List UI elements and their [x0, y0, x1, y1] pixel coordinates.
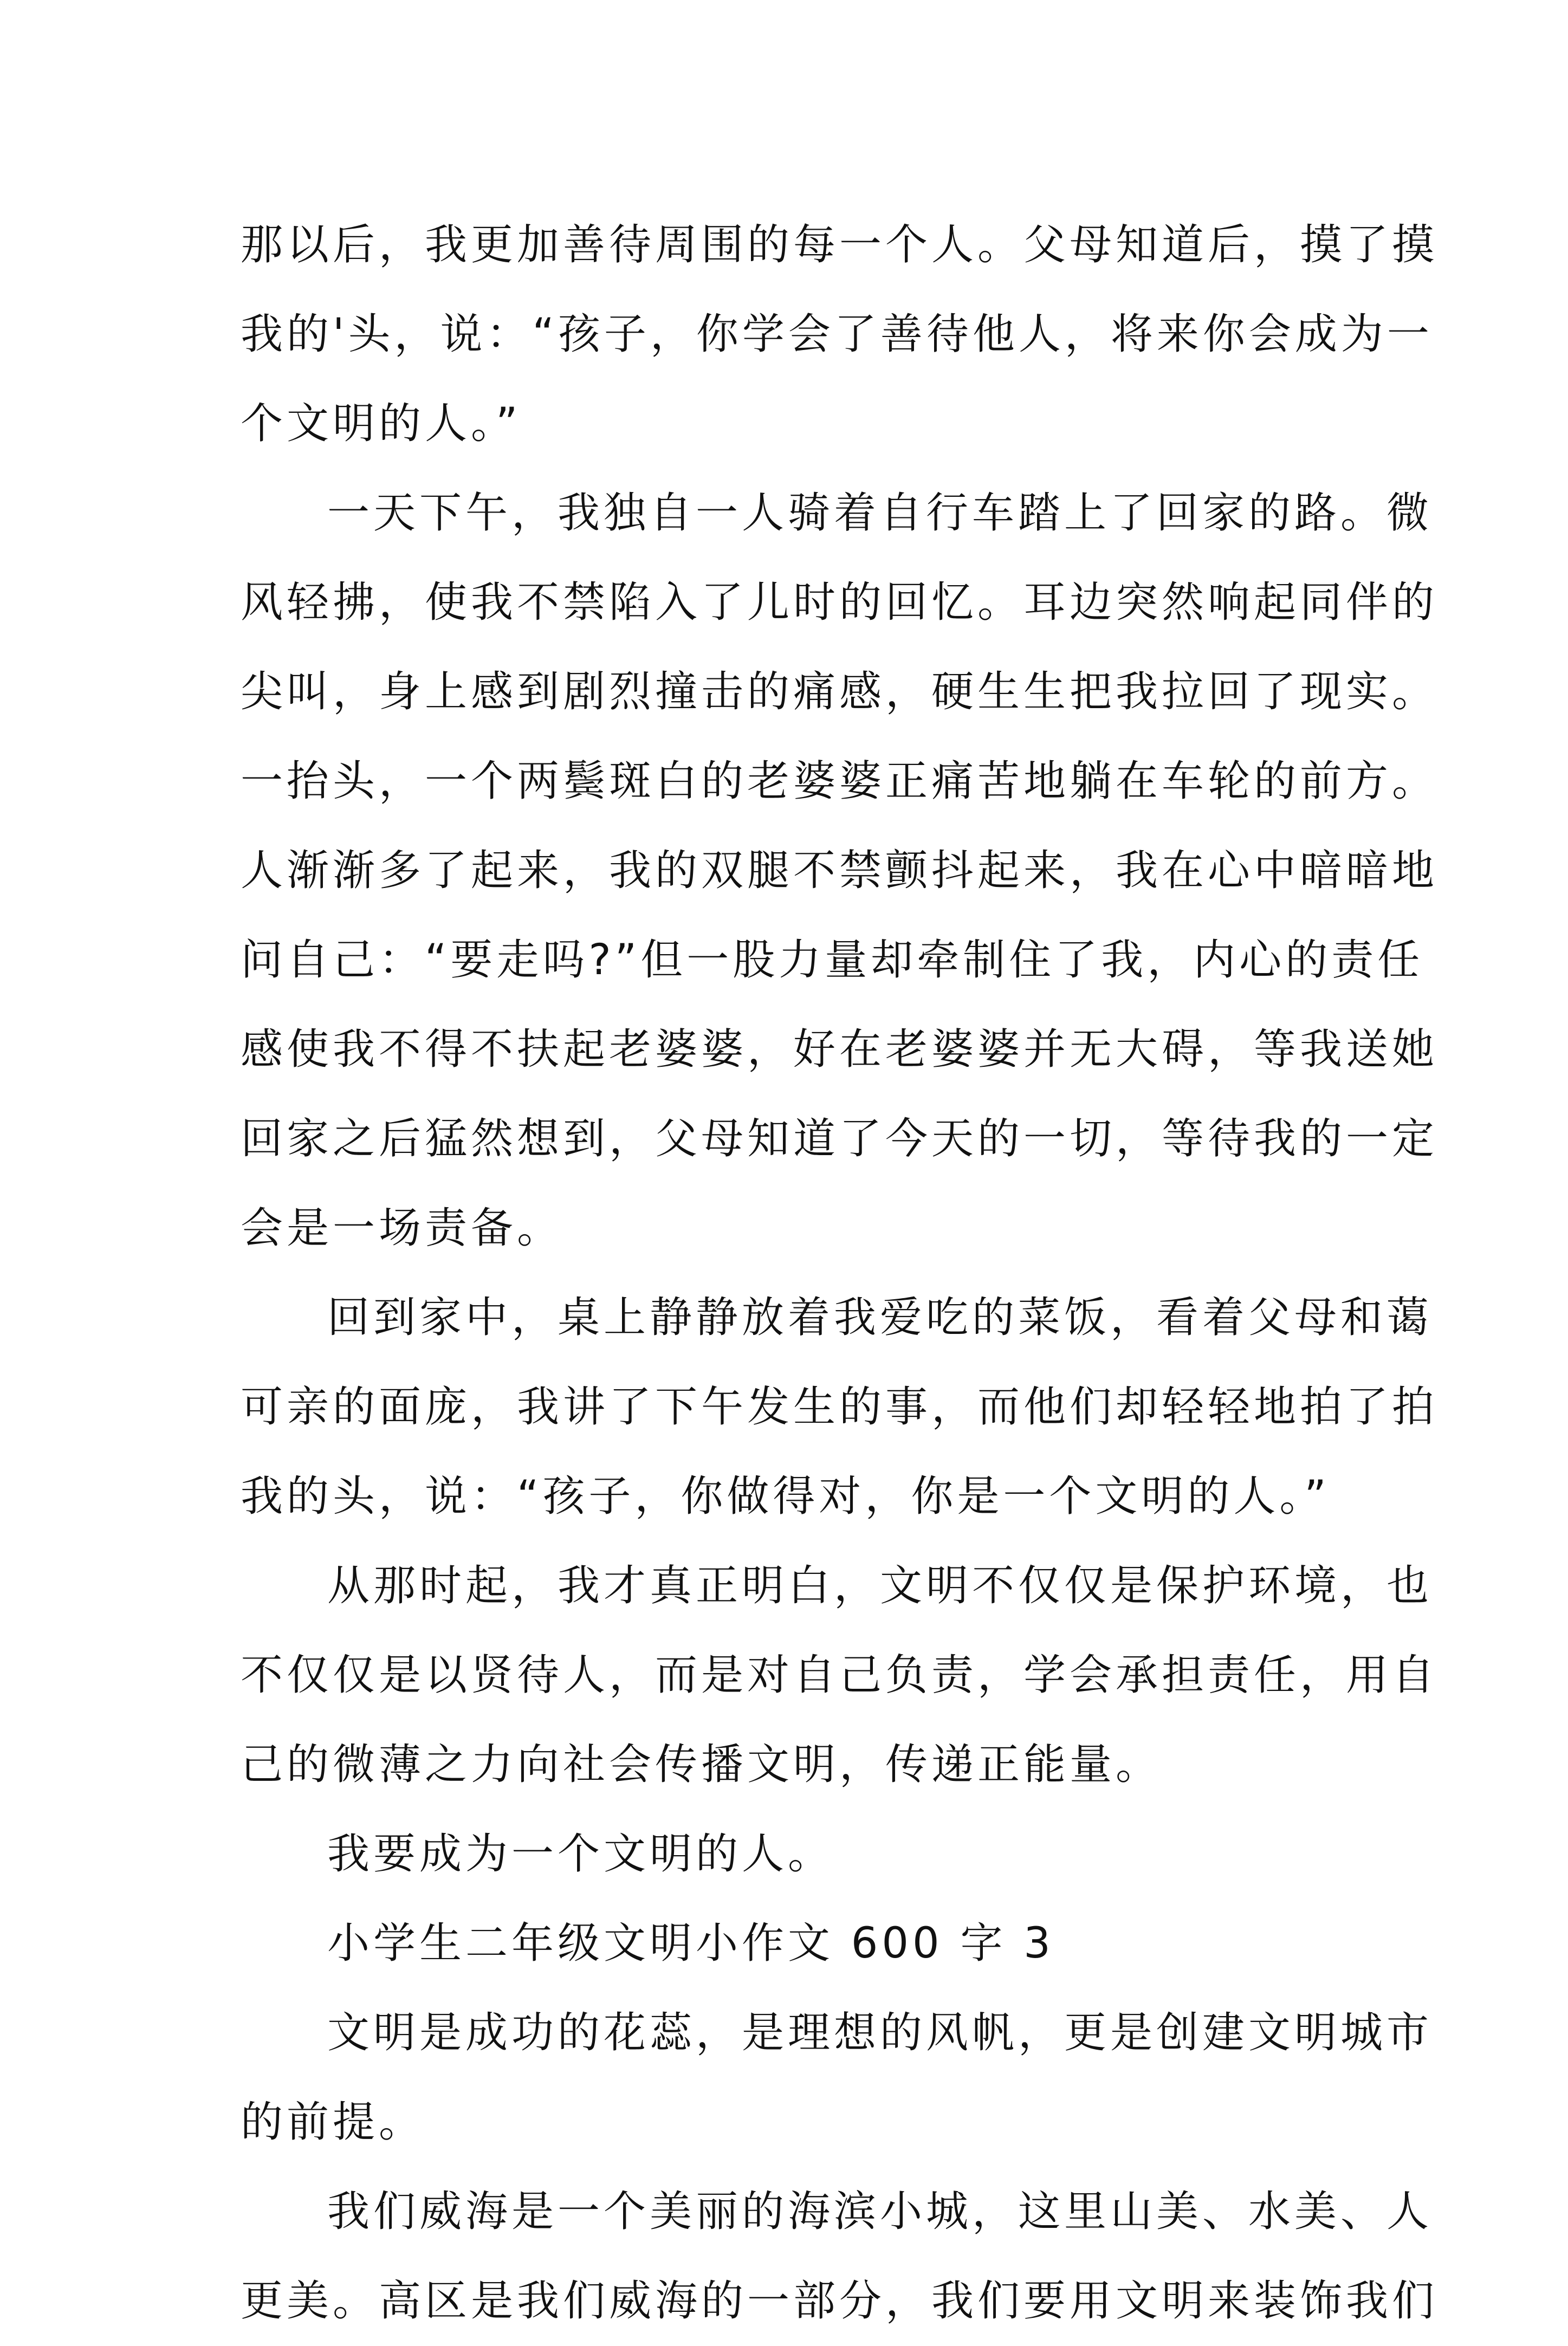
text-line: 人渐渐多了起来，我的双腿不禁颤抖起来，我在心中暗暗地: [241, 846, 1439, 895]
text-line: 可亲的面庞，我讲了下午发生的事，而他们却轻轻地拍了拍: [241, 1383, 1439, 1431]
text-line: 更美。高区是我们威海的一部分，我们要用文明来装饰我们: [241, 2277, 1439, 2325]
essay-text: [241, 200, 1439, 2346]
paragraph-start-line: 我们威海是一个美丽的海滨小城，这里山美、水美、人: [327, 2187, 1433, 2236]
text-line: 风轻拂，使我不禁陷入了儿时的回忆。耳边突然响起同伴的: [241, 578, 1439, 627]
text-line: 不仅仅是以贤待人，而是对自己负责，学会承担责任，用自: [241, 1651, 1439, 1700]
text-line: 的前提。: [241, 2098, 425, 2147]
text-line: 那以后，我更加善待周围的每一个人。父母知道后，摸了摸: [241, 221, 1439, 269]
text-line: 问自己：“要走吗?”但一股力量却牵制住了我，内心的责任: [241, 936, 1424, 984]
text-line: 我的头，说：“孩子，你做得对，你是一个文明的人。”: [241, 1472, 1330, 1521]
section-heading: 小学生二年级文明小作文 600 字 3: [327, 1919, 1054, 1968]
text-line: 己的微薄之力向社会传播文明，传递正能量。: [241, 1740, 1162, 1789]
text-line: 回家之后猛然想到，父母知道了今天的一切，等待我的一定: [241, 1114, 1439, 1163]
paragraph-start-line: 我要成为一个文明的人。: [327, 1830, 834, 1878]
text-line: 一抬头，一个两鬓斑白的老婆婆正痛苦地躺在车轮的前方。: [241, 757, 1439, 806]
text-line: 感使我不得不扶起老婆婆，好在老婆婆并无大碍，等我送她: [241, 1025, 1439, 1074]
text-line: 我的'头，说：“孩子，你学会了善待他人，将来你会成为一: [241, 310, 1433, 359]
paragraph-start-line: 一天下午，我独自一人骑着自行车踏上了回家的路。微: [327, 489, 1433, 537]
paragraph-start-line: 文明是成功的花蕊，是理想的风帆，更是创建文明城市: [327, 2008, 1433, 2057]
text-line: 会是一场责备。: [241, 1204, 563, 1253]
text-line: 尖叫，身上感到剧烈撞击的痛感，硬生生把我拉回了现实。: [241, 667, 1439, 716]
paragraph-start-line: 从那时起，我才真正明白，文明不仅仅是保护环境，也: [327, 1561, 1433, 1610]
text-line: 个文明的人。”: [241, 399, 522, 448]
paragraph-start-line: 回到家中，桌上静静放着我爱吃的菜饭，看着父母和蔼: [327, 1293, 1433, 1342]
